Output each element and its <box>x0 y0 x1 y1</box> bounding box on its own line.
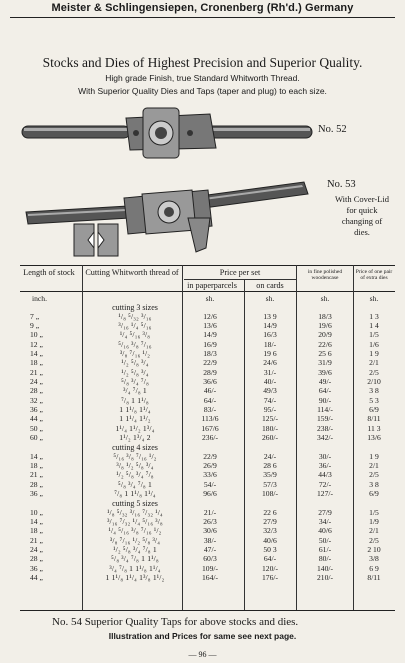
cell-price-wooden: 36/- <box>318 461 332 470</box>
cell-price-extra: 2/1 <box>369 461 379 470</box>
cell-price-wooden: 34/- <box>318 517 332 526</box>
cell-price-wooden: 27/9 <box>318 508 332 517</box>
cell-price-extra: 6/9 <box>369 405 379 414</box>
cell-thread-sizes: ⁷/₈ 1 1¹/₈ 1¹/₄ <box>114 489 156 498</box>
cell-price-extra: 1/6 <box>369 340 379 349</box>
cell-price-paper: 60/3 <box>203 554 217 563</box>
cell-price-wooden: 49/- <box>318 377 332 386</box>
cell-price-paper: 164/- <box>201 573 219 582</box>
cell-price-cards: 28 6 <box>263 461 277 470</box>
table-row <box>0 480 405 489</box>
cell-price-cards: 260/- <box>261 433 279 442</box>
cell-price-extra: 1/5 <box>369 330 379 339</box>
cell-price-extra: 11 3 <box>367 424 381 433</box>
cell-price-wooden: 39/6 <box>318 368 332 377</box>
cell-price-cards: 176/- <box>261 573 279 582</box>
cell-length: 32 „ <box>30 396 43 405</box>
table-row <box>0 358 405 367</box>
cell-length: 50 „ <box>30 424 43 433</box>
die-insert-illustration <box>72 220 122 260</box>
table-row <box>0 405 405 414</box>
cell-price-extra: 2 10 <box>367 545 381 554</box>
cell-price-paper: 109/- <box>201 564 219 573</box>
cell-price-paper: 18/3 <box>203 349 217 358</box>
cell-length: 28 „ <box>30 480 43 489</box>
cell-price-wooden: 44/3 <box>318 470 332 479</box>
cell-thread-sizes: ¹/₂ ⁵/₈ ³/₄ <box>121 358 149 367</box>
no53-caption-line: for quick <box>346 205 378 215</box>
unit-paper: sh. <box>205 294 215 303</box>
no53-caption-line: With Cover-Lid <box>334 194 390 204</box>
cell-thread-sizes: ³/₈ ⁷/₁₆ ¹/₂ ⁵/₈ ³/₄ <box>109 536 161 545</box>
footer-taps-note: No. 54 Superior Quality Taps for above stocks and dies. <box>52 616 299 628</box>
cell-price-extra: 5 3 <box>369 396 379 405</box>
cell-price-paper: 14/9 <box>203 330 217 339</box>
cell-price-paper: 30/6 <box>203 526 217 535</box>
cell-price-cards: 35/9 <box>263 470 277 479</box>
table-row <box>0 414 405 423</box>
cell-price-wooden: 22/6 <box>318 340 332 349</box>
cell-price-cards: 13 9 <box>263 312 277 321</box>
cell-price-paper: 167/6 <box>201 424 219 433</box>
cell-price-cards: 31/- <box>263 368 277 377</box>
cell-thread-sizes: ⁵/₈ ³/₄ ⁷/₈ 1 <box>118 480 152 489</box>
cell-length: 36 „ <box>30 405 43 414</box>
cell-length: 18 „ <box>30 526 43 535</box>
cell-price-paper: 22/9 <box>203 452 217 461</box>
cell-price-wooden: 61/- <box>318 545 332 554</box>
cell-price-cards: 108/- <box>261 489 279 498</box>
cell-price-extra: 3 8 <box>369 480 379 489</box>
no53-caption-line: dies. <box>354 227 370 237</box>
cell-thread-sizes: ¹/₂ ⁵/₈ ³/₄ <box>121 368 149 377</box>
cell-price-cards: 14/9 <box>263 321 277 330</box>
cell-price-cards: 57/3 <box>263 480 277 489</box>
table-row <box>0 470 405 479</box>
cell-price-paper: 28/9 <box>203 368 217 377</box>
cell-length: 12 „ <box>30 340 43 349</box>
units-row <box>0 294 405 303</box>
cell-length: 10 „ <box>30 508 43 517</box>
cell-price-wooden: 90/- <box>318 396 332 405</box>
cell-thread-sizes: ³/₁₆ ¹/₄ ⁵/₁₆ <box>118 321 152 330</box>
table-row <box>0 461 405 470</box>
cell-price-paper: 26/9 <box>203 461 217 470</box>
cell-price-cards: 24/6 <box>263 358 277 367</box>
table-row <box>0 452 405 461</box>
header-divider <box>184 279 296 280</box>
cell-price-extra: 13/6 <box>367 433 381 442</box>
cell-price-extra: 3 8 <box>369 386 379 395</box>
cell-price-cards: 32/3 <box>263 526 277 535</box>
page-number: — 96 — <box>188 650 217 659</box>
cell-length: 60 „ <box>30 433 43 442</box>
group-label: cutting 5 sizes <box>112 499 158 508</box>
cell-thread-sizes: ¹/₈ ⁵/₃₂ ³/₁₆ <box>118 312 152 321</box>
cell-thread-sizes: ⁵/₈ ³/₄ ⁷/₈ 1 1¹/₈ <box>111 554 159 563</box>
cell-price-paper: 21/- <box>203 508 217 517</box>
cell-price-extra: 8/11 <box>367 573 381 582</box>
cell-price-extra: 8/11 <box>367 414 381 423</box>
cell-price-wooden: 238/- <box>316 424 334 433</box>
cell-price-cards: 120/- <box>261 564 279 573</box>
cell-price-extra: 6/9 <box>369 489 379 498</box>
cell-price-wooden: 72/- <box>318 480 332 489</box>
cell-price-extra: 1 4 <box>369 321 379 330</box>
cell-length: 28 „ <box>30 554 43 563</box>
cell-price-paper: 26/3 <box>203 517 217 526</box>
unit-extra: sh. <box>369 294 379 303</box>
table-row <box>0 433 405 442</box>
model-label-no52: No. 52 <box>318 124 347 135</box>
cell-price-extra: 6 9 <box>369 564 379 573</box>
table-row <box>0 368 405 377</box>
cell-price-extra: 1/9 <box>369 517 379 526</box>
cell-price-wooden: 19/6 <box>318 321 332 330</box>
no53-caption <box>322 194 402 238</box>
cell-price-wooden: 140/- <box>316 564 334 573</box>
cell-price-cards: 22 6 <box>263 508 277 517</box>
cell-thread-sizes: 1 1¹/₈ 1¹/₄ <box>119 405 151 414</box>
cell-price-extra: 2/5 <box>369 470 379 479</box>
cell-length: 21 „ <box>30 368 43 377</box>
cell-price-wooden: 342/- <box>316 433 334 442</box>
table-row <box>0 377 405 386</box>
table-row <box>0 564 405 573</box>
no53-caption-line: changing of <box>341 216 383 226</box>
cell-length: 44 „ <box>30 573 43 582</box>
cell-price-extra: 1 9 <box>369 349 379 358</box>
cell-length: 14 „ <box>30 349 43 358</box>
cell-price-extra: 1 9 <box>369 452 379 461</box>
cell-thread-sizes: ¹/₈ ⁵/₃₂ ³/₁₆ ⁷/₃₂ ¹/₄ <box>107 508 163 517</box>
cell-price-cards: 18/- <box>263 340 277 349</box>
cell-thread-sizes: ³/₁₆ ⁷/₃₂ ¹/₄ ⁵/₁₆ ³/₈ <box>107 517 163 526</box>
cell-price-paper: 54/- <box>203 480 217 489</box>
table-bottom-rule <box>20 610 395 611</box>
cell-price-wooden: 64/- <box>318 386 332 395</box>
cell-price-cards: 50 3 <box>263 545 277 554</box>
header-cutting: Cutting Whitworth thread of <box>85 268 179 277</box>
cell-length: 10 „ <box>30 330 43 339</box>
group-label: cutting 3 sizes <box>112 303 158 312</box>
cell-thread-sizes: ⁵/₁₆ ³/₈ ⁷/₁₆ <box>118 340 152 349</box>
cell-price-paper: 38/- <box>203 536 217 545</box>
cell-thread-sizes: ³/₈ ⁷/₁₆ ¹/₂ <box>119 349 151 358</box>
cell-thread-sizes: ³/₄ ⁷/₈ 1 <box>123 386 147 395</box>
header-bottom-rule <box>20 291 395 292</box>
cell-thread-sizes: 1 1¹/₄ 1¹/₂ <box>119 414 151 423</box>
unit-cards: sh. <box>265 294 275 303</box>
cell-price-extra: 2/1 <box>369 526 379 535</box>
die-stock-no53-illustration <box>20 168 320 260</box>
cell-length: 18 „ <box>30 461 43 470</box>
cell-price-cards: 49/3 <box>263 386 277 395</box>
cell-thread-sizes: ¹/₂ ⁵/₈ ³/₄ ⁷/₈ <box>116 470 154 479</box>
cell-thread-sizes: ¹/₂ ⁵/₈ ³/₄ ⁷/₈ 1 <box>113 545 157 554</box>
cell-length: 44 „ <box>30 414 43 423</box>
cell-price-cards: 40/- <box>263 377 277 386</box>
table-row <box>0 526 405 535</box>
cell-price-extra: 1/5 <box>369 508 379 517</box>
cell-price-extra: 2/5 <box>369 536 379 545</box>
header-on-cards: on cards <box>256 281 284 290</box>
unit-length: inch. <box>32 294 47 303</box>
cell-price-wooden: 114/- <box>317 405 333 414</box>
cell-price-extra: 2/5 <box>369 368 379 377</box>
cell-length: 36 „ <box>30 564 43 573</box>
cell-price-wooden: 127/- <box>316 489 334 498</box>
cell-price-extra: 2/10 <box>367 377 381 386</box>
cell-length: 18 „ <box>30 358 43 367</box>
cell-price-wooden: 80/- <box>318 554 332 563</box>
cell-price-paper: 236/- <box>201 433 219 442</box>
subheadline-dies: With Superior Quality Dies and Taps (taper and plug) to each size. <box>78 86 327 96</box>
table-row <box>0 545 405 554</box>
table-row <box>0 312 405 321</box>
table-row <box>0 554 405 563</box>
cell-price-paper: 13/6 <box>203 321 217 330</box>
cell-price-paper: 12/6 <box>203 312 217 321</box>
cell-price-cards: 40/6 <box>263 536 277 545</box>
cell-thread-sizes: ⁵/₈ ³/₄ ⁷/₈ <box>121 377 149 386</box>
cell-length: 24 „ <box>30 545 43 554</box>
cell-price-paper: 22/9 <box>203 358 217 367</box>
cell-price-wooden: 20/9 <box>318 330 332 339</box>
cell-length: 7 „ <box>30 312 40 321</box>
cell-price-cards: 180/- <box>261 424 279 433</box>
cell-price-wooden: 30/- <box>318 452 332 461</box>
header-price-per-set: Price per set <box>219 268 261 277</box>
cell-thread-sizes: ³/₄ ⁷/₈ 1 1¹/₈ 1¹/₄ <box>109 564 161 573</box>
cell-thread-sizes: 1¹/₂ 1³/₄ 2 <box>119 433 151 442</box>
table-row <box>0 508 405 517</box>
table-row <box>0 330 405 339</box>
cell-length: 36 „ <box>30 489 43 498</box>
cell-price-paper: 36/6 <box>203 377 217 386</box>
table-row <box>0 424 405 433</box>
cell-price-extra: 2/1 <box>369 358 379 367</box>
header-wooden-case: in fine polished woodencase <box>307 269 343 281</box>
die-stock-no52-illustration <box>18 104 318 162</box>
cell-price-wooden: 40/6 <box>318 526 332 535</box>
cell-price-wooden: 210/- <box>316 573 334 582</box>
cell-price-paper: 16/9 <box>203 340 217 349</box>
cell-length: 21 „ <box>30 470 43 479</box>
cell-price-cards: 16/3 <box>263 330 277 339</box>
cell-price-paper: 83/- <box>203 405 217 414</box>
table-top-rule <box>20 265 395 266</box>
cell-thread-sizes: ⁷/₈ 1 1¹/₈ <box>121 396 149 405</box>
group-label: cutting 4 sizes <box>112 443 158 452</box>
cell-price-wooden: 50/- <box>318 536 332 545</box>
header-extra-dies: Price of one pair of extra dies <box>355 269 393 281</box>
cell-price-cards: 24/- <box>263 452 277 461</box>
cell-length: 28 „ <box>30 386 43 395</box>
footer-see-next-page: Illustration and Prices for same see next page. <box>108 631 297 641</box>
table-row <box>0 489 405 498</box>
cell-thread-sizes: 1¹/₄ 1¹/₂ 1³/₄ <box>115 424 155 433</box>
cell-thread-sizes: ³/₈ ¹/₂ ⁵/₈ ³/₄ <box>116 461 154 470</box>
cell-price-wooden: 31/9 <box>318 358 332 367</box>
table-row <box>0 386 405 395</box>
table-row <box>0 349 405 358</box>
cell-price-cards: 19 6 <box>263 349 277 358</box>
table-row <box>0 517 405 526</box>
cell-thread-sizes: ¹/₄ ⁵/₁₆ ³/₈ <box>119 330 151 339</box>
cell-length: 14 „ <box>30 517 43 526</box>
table-row <box>0 536 405 545</box>
header-rule <box>10 17 395 18</box>
cell-length: 14 „ <box>30 452 43 461</box>
company-name: Meister & Schlingensiepen, Cronenberg (Rh'd.) Germany <box>51 2 354 14</box>
cell-price-paper: 47/- <box>203 545 217 554</box>
cell-price-cards: 27/9 <box>263 517 277 526</box>
cell-price-extra: 3/8 <box>369 554 379 563</box>
cell-price-wooden: 18/3 <box>318 312 332 321</box>
cell-price-paper: 64/- <box>203 396 217 405</box>
cell-length: 21 „ <box>30 536 43 545</box>
page-headline: Stocks and Dies of Highest Precision and Superior Quality. <box>42 55 363 70</box>
cell-price-extra: 1 3 <box>369 312 379 321</box>
header-paperparcels: in paperparcels <box>187 281 237 290</box>
cell-price-paper: 33/6 <box>203 470 217 479</box>
cell-price-paper: 46/- <box>203 386 217 395</box>
table-row <box>0 396 405 405</box>
cell-thread-sizes: ¹/₄ ⁵/₁₆ ³/₈ ⁷/₁₆ ¹/₂ <box>108 526 162 535</box>
unit-wooden: sh. <box>320 294 330 303</box>
cell-price-cards: 125/- <box>261 414 279 423</box>
table-row <box>0 573 405 582</box>
cell-price-paper: 113/6 <box>201 414 219 423</box>
model-label-no53: No. 53 <box>327 179 356 190</box>
subheadline-finish: High grade Finish, true Standard Whitworth Thread. <box>105 73 300 83</box>
table-row <box>0 321 405 330</box>
cell-price-paper: 96/6 <box>203 489 217 498</box>
cell-thread-sizes: ⁵/₁₆ ³/₈ ⁷/₁₆ ¹/₂ <box>113 452 157 461</box>
cell-price-cards: 64/- <box>263 554 277 563</box>
cell-length: 24 „ <box>30 377 43 386</box>
cell-price-wooden: 25 6 <box>318 349 332 358</box>
cell-price-cards: 74/- <box>263 396 277 405</box>
cell-length: 9 „ <box>30 321 40 330</box>
table-row <box>0 340 405 349</box>
cell-thread-sizes: 1 1¹/₈ 1¹/₄ 1³/₈ 1¹/₂ <box>105 573 165 582</box>
header-length: Length of stock <box>23 268 75 277</box>
cell-price-wooden: 159/- <box>316 414 334 423</box>
cell-price-cards: 95/- <box>263 405 277 414</box>
